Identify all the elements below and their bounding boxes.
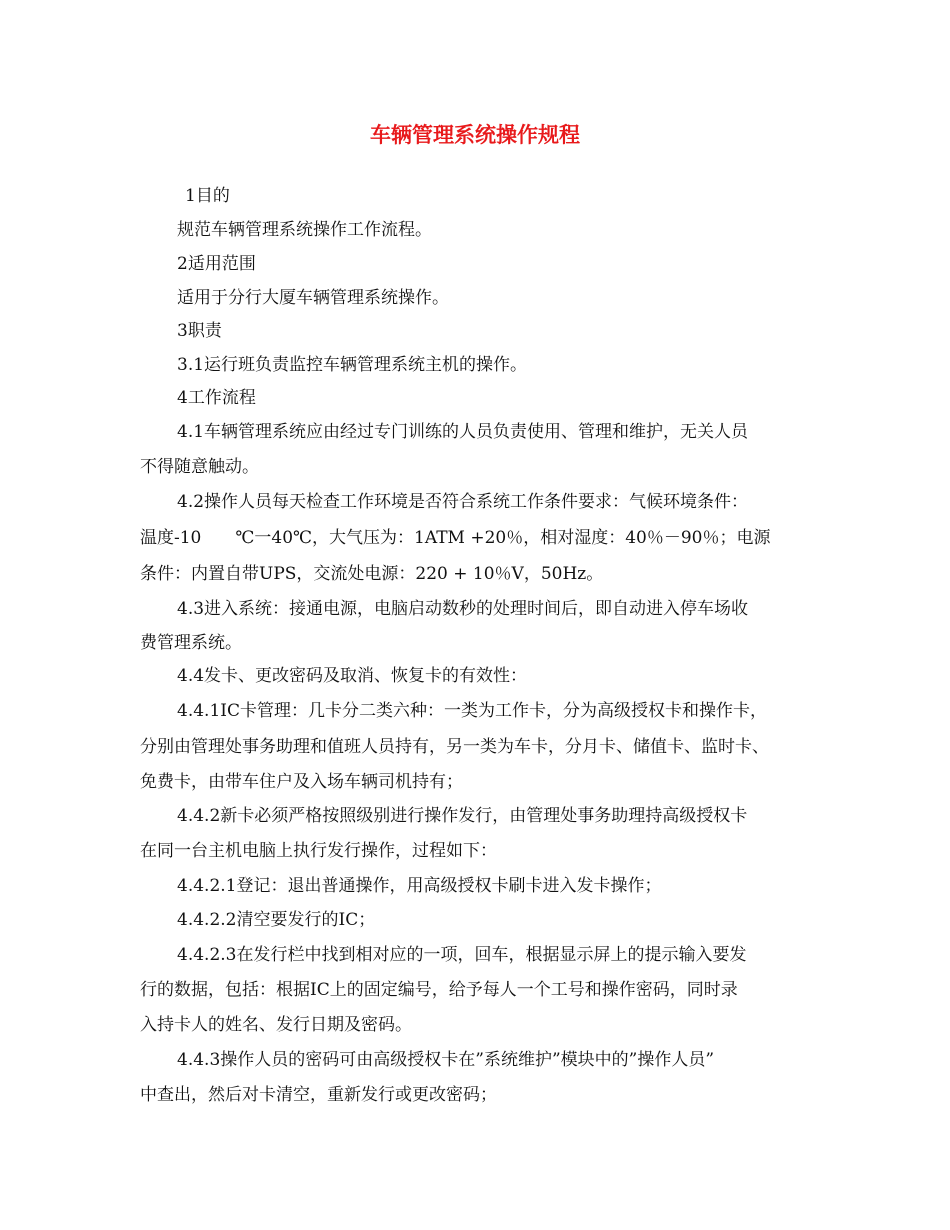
paragraph-line: 4.4.3操作人员的密码可由高级授权卡在”系统维护”模块中的”操作人员”: [177, 1050, 715, 1070]
paragraph-line: 4.1车辆管理系统应由经过专门训练的人员负责使用、管理和维护，无关人员: [177, 422, 749, 442]
paragraph-line: 免费卡，由带车住户及入场车辆司机持有；: [140, 772, 463, 792]
section-heading: 2适用范围: [177, 254, 256, 274]
paragraph-line: 4.4.2新卡必须严格按照级别进行操作发行，由管理处事务助理持高级授权卡: [177, 806, 748, 826]
paragraph-line: 入持卡人的姓名、发行日期及密码。: [140, 1015, 412, 1035]
document-title: 车辆管理系统操作规程: [370, 123, 580, 147]
paragraph-line: 在同一台主机电脑上执行发行操作，过程如下：: [140, 841, 497, 861]
paragraph-line: 温度-10 ℃一40℃，大气压为：1ATM +20％，相对湿度：40％－90％；电源: [140, 528, 771, 548]
paragraph-line: 4.4.2.2清空要发行的IC；: [177, 910, 376, 930]
paragraph-line: 分别由管理处事务助理和值班人员持有，另一类为车卡，分月卡、储值卡、监时卡、: [140, 737, 769, 757]
paragraph-line: 3.1运行班负责监控车辆管理系统主机的操作。: [177, 355, 528, 375]
paragraph-line: 4.4.1IC卡管理：几卡分二类六种：一类为工作卡，分为高级授权卡和操作卡，: [177, 701, 767, 721]
paragraph-line: 中查出，然后对卡清空，重新发行或更改密码；: [140, 1085, 497, 1105]
section-heading: 3职责: [177, 321, 222, 341]
paragraph-line: 4.3进入系统：接通电源，电脑启动数秒的处理时间后，即自动进入停车场收: [177, 599, 749, 619]
paragraph-line: 4.4.2.1登记：退出普通操作，用高级授权卡刷卡进入发卡操作；: [177, 876, 662, 896]
paragraph-line: 4.2操作人员每天检查工作环境是否符合系统工作条件要求：气候环境条件：: [177, 492, 749, 512]
paragraph-line: 费管理系统。: [140, 633, 242, 653]
paragraph-line: 4.4.2.3在发行栏中找到相对应的一项，回车，根据显示屏上的提示输入要发: [177, 945, 747, 965]
paragraph-line: 行的数据，包括：根据IC上的固定编号，给予每人一个工号和操作密码，同时录: [140, 980, 738, 1000]
paragraph-line: 条件：内置自带UPS，交流处电源：220 + 10％V，50Hz。: [140, 564, 604, 584]
paragraph-line: 4.4发卡、更改密码及取消、恢复卡的有效性：: [177, 666, 528, 686]
paragraph-line: 规范车辆管理系统操作工作流程。: [177, 220, 432, 240]
section-heading: 1目的: [185, 186, 230, 206]
paragraph-line: 适用于分行大厦车辆管理系统操作。: [177, 288, 449, 308]
paragraph-line: 不得随意触动。: [140, 457, 259, 477]
section-heading: 4工作流程: [177, 388, 256, 408]
